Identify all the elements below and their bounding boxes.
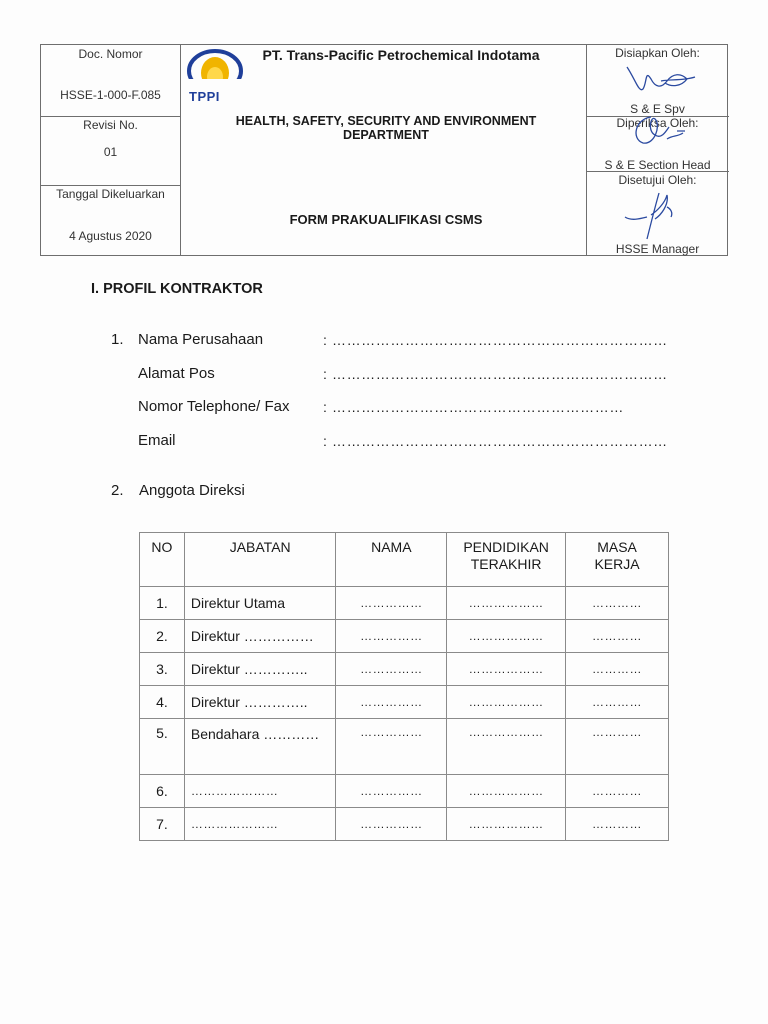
table-row [140,653,669,686]
row-name[interactable]: …………… [336,686,447,719]
field-label-address: Alamat Pos [138,365,215,382]
row-tenure[interactable]: ………… [566,808,669,841]
field-label-company-name: Nama Perusahaan [138,331,264,348]
table-row [140,719,669,775]
row-education[interactable]: ……………… [447,775,566,808]
row-no: 2. [140,620,185,653]
approved-by-label: Disetujui Oleh: [618,173,697,187]
table-row [140,775,669,808]
signature-prepared [621,59,701,108]
row-name[interactable]: …………… [336,808,447,841]
row-position[interactable]: Direktur …………… [184,620,336,653]
row-position[interactable]: Direktur ………….. [184,653,336,686]
field-company-name[interactable]: : …………………………………………………………… [323,332,668,348]
department-name: HEALTH, SAFETY, SECURITY AND ENVIRONMENT DEPARTMENT [235,114,537,142]
document-header [40,44,728,256]
prepared-by-role: S & E Spv [630,102,685,116]
signature-checked [625,109,695,162]
field-address[interactable]: : …………………………………………………………… [323,366,668,382]
revision-value: 01 [103,145,118,159]
section-title: I. PROFIL KONTRAKTOR [91,281,263,297]
col-header-no: NO [140,533,185,587]
col-header-tenure: MASA KERJA [566,533,669,587]
issue-date-value: 4 Agustus 2020 [69,229,152,243]
table-row [140,808,669,841]
board-members-table [139,532,669,841]
checked-by-role: S & E Section Head [604,158,711,172]
revision-label: Revisi No. [83,118,138,132]
row-education[interactable]: ……………… [447,620,566,653]
approved-by-role: HSSE Manager [615,242,700,256]
doc-number-label: Doc. Nomor [78,47,143,61]
table-row [140,686,669,719]
row-tenure[interactable]: ………… [566,653,669,686]
row-education[interactable]: ……………… [447,653,566,686]
row-no: 7. [140,808,185,841]
signature-approved [621,187,691,250]
row-tenure[interactable]: ………… [566,620,669,653]
row-education[interactable]: ……………… [447,719,566,775]
doc-number-value: HSSE-1-000-F.085 [60,88,161,102]
table-header-row [140,533,669,587]
row-education[interactable]: ……………… [447,587,566,620]
field-phone-fax[interactable]: : …………………………………………………… [323,399,624,415]
row-tenure[interactable]: ………… [566,587,669,620]
prepared-by-label: Disiapkan Oleh: [615,46,700,60]
row-name[interactable]: …………… [336,775,447,808]
item-number-2: 2. [111,482,124,499]
field-label-phone-fax: Nomor Telephone/ Fax [138,398,290,415]
item-number-1: 1. [111,331,124,348]
col-header-name: NAMA [336,533,447,587]
table-row [140,587,669,620]
col-header-position: JABATAN [184,533,336,587]
row-tenure[interactable]: ………… [566,686,669,719]
row-no: 5. [140,719,185,775]
checked-by-label: Diperiksa Oleh: [616,116,699,130]
table-row [140,620,669,653]
row-tenure[interactable]: ………… [566,775,669,808]
field-email[interactable]: : …………………………………………………………… [323,433,668,449]
row-name[interactable]: …………… [336,587,447,620]
row-name[interactable]: …………… [336,653,447,686]
row-position: Direktur Utama [184,587,336,620]
row-position[interactable]: ………………… [184,808,336,841]
row-name[interactable]: …………… [336,719,447,775]
row-no: 1. [140,587,185,620]
row-no: 6. [140,775,185,808]
issue-date-label: Tanggal Dikeluarkan [56,187,165,201]
row-no: 4. [140,686,185,719]
row-education[interactable]: ……………… [447,808,566,841]
row-tenure[interactable]: ………… [566,719,669,775]
row-education[interactable]: ……………… [447,686,566,719]
row-position[interactable]: ………………… [184,775,336,808]
row-position[interactable]: Bendahara ………… [184,719,336,775]
col-header-education: PENDIDIKAN TERAKHIR [447,533,566,587]
logo-text: TPPI [189,89,220,104]
field-label-email: Email [138,432,176,449]
row-position[interactable]: Direktur ………….. [184,686,336,719]
board-members-label: Anggota Direksi [139,482,245,499]
company-name: PT. Trans-Pacific Petrochemical Indotama [262,47,540,63]
row-name[interactable]: …………… [336,620,447,653]
form-title: FORM PRAKUALIFIKASI CSMS [289,212,483,227]
row-no: 3. [140,653,185,686]
